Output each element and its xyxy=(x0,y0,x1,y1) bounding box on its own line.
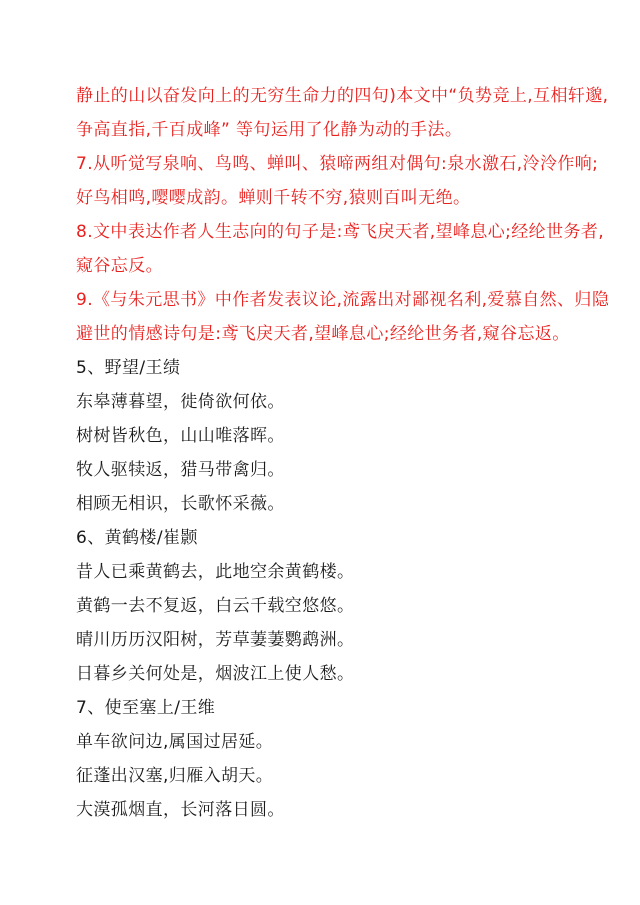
poem-title: 5、野望/王绩 xyxy=(76,358,181,378)
poem-line: 大漠孤烟直，长河落日圆。 xyxy=(76,800,285,820)
note-line: 7.从听觉写泉响、鸟鸣、蝉叫、猿啼两组对偶句:泉水激石,泠泠作响; xyxy=(76,154,599,174)
poem-line: 相顾无相识，长歌怀采薇。 xyxy=(76,494,285,514)
poem-title: 7、使至塞上/王维 xyxy=(76,698,216,718)
poem-title: 6、黄鹤楼/崔颢 xyxy=(76,528,198,548)
note-line: 8.文中表达作者人生志向的句子是:鸢飞戾天者,望峰息心;经纶世务者, xyxy=(76,222,605,242)
poem-line: 昔人已乘黄鹤去，此地空余黄鹤楼。 xyxy=(76,562,355,582)
note-line: 静止的山以奋发向上的无穷生命力的四句)本文中“负势竞上,互相轩邈, xyxy=(76,86,609,106)
poem-line: 东皋薄暮望，徙倚欲何依。 xyxy=(76,392,285,412)
poem-line: 单车欲问边,属国过居延。 xyxy=(76,732,274,752)
note-line: 好鸟相鸣,嘤嘤成韵。蝉则千转不穷,猿则百叫无绝。 xyxy=(76,188,471,208)
note-line: 避世的情感诗句是:鸢飞戾天者,望峰息心;经纶世务者,窥谷忘返。 xyxy=(76,324,570,344)
note-line: 9.《与朱元思书》中作者发表议论,流露出对鄙视名利,爱慕自然、归隐 xyxy=(76,290,610,310)
note-line: 争高直指,千百成峰” 等句运用了化静为动的手法。 xyxy=(76,120,463,140)
poem-line: 晴川历历汉阳树，芳草萋萋鹦鹉洲。 xyxy=(76,630,355,650)
poem-line: 黄鹤一去不复返，白云千载空悠悠。 xyxy=(76,596,355,616)
note-line: 窥谷忘反。 xyxy=(76,256,163,276)
poem-line: 牧人驱犊返，猎马带禽归。 xyxy=(76,460,285,480)
poem-line: 日暮乡关何处是，烟波江上使人愁。 xyxy=(76,664,355,684)
poem-line: 征蓬出汉塞,归雁入胡天。 xyxy=(76,766,274,786)
poem-line: 树树皆秋色，山山唯落晖。 xyxy=(76,426,285,446)
